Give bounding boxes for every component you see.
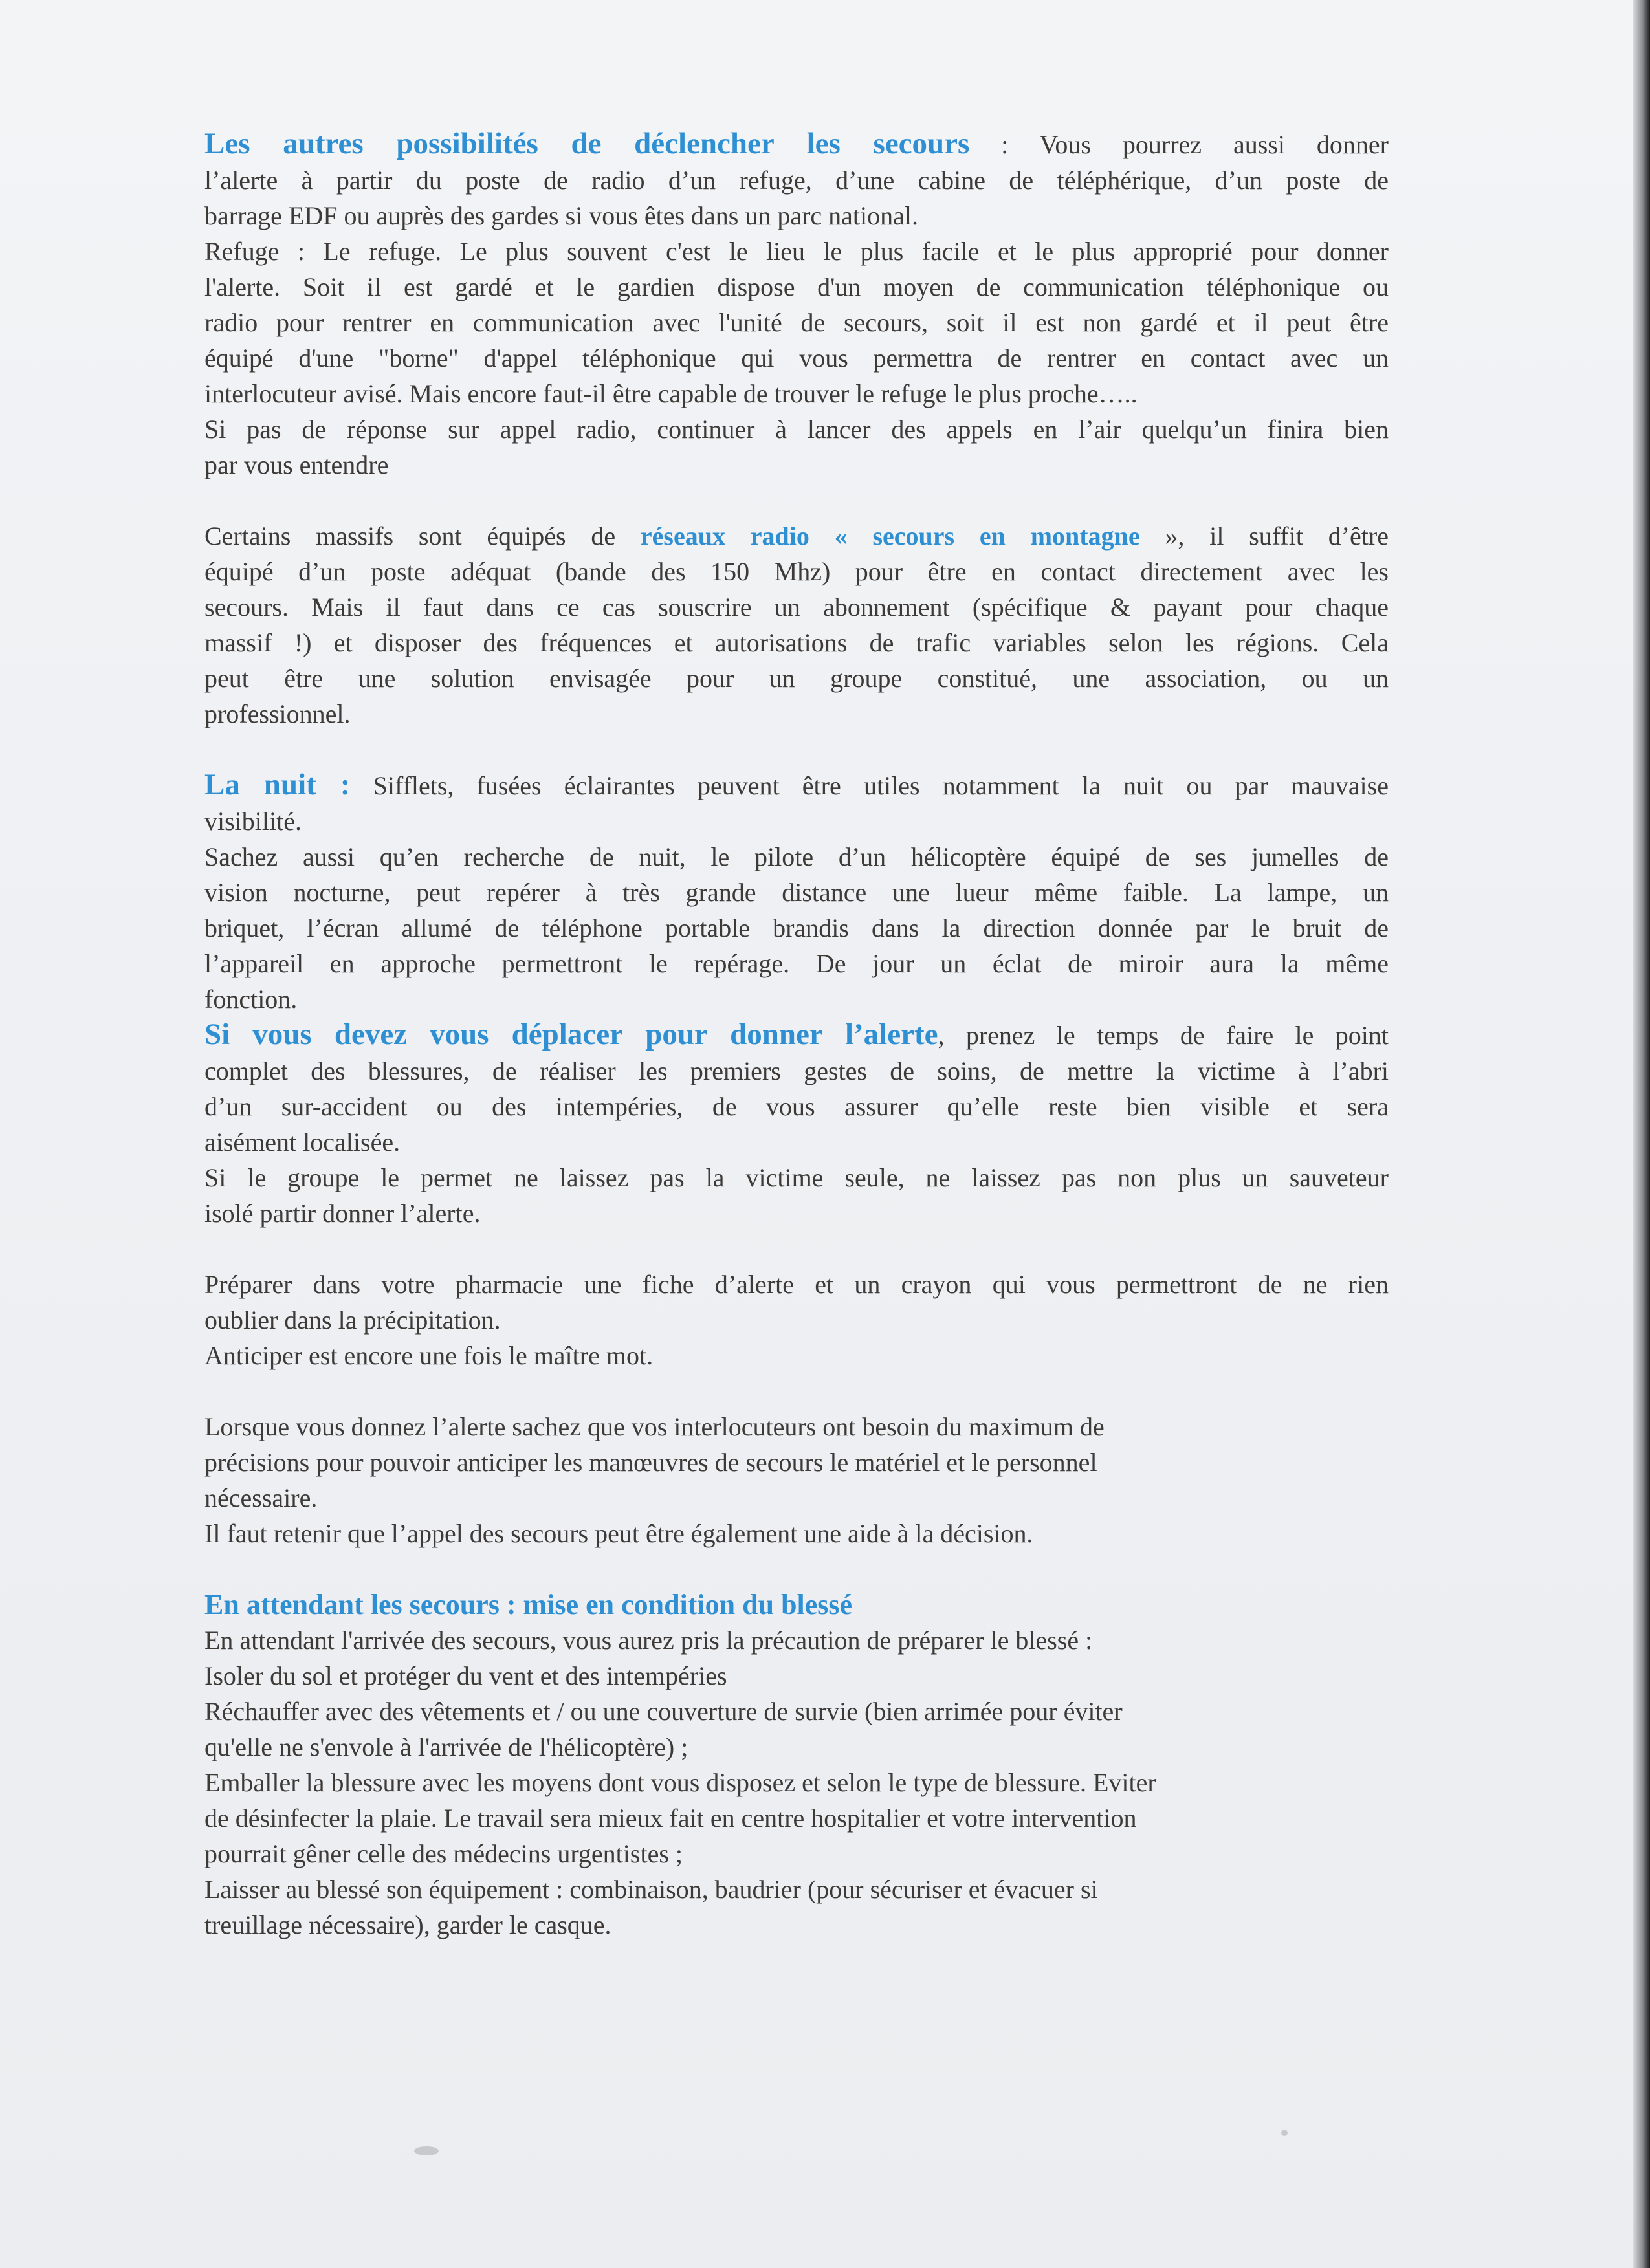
paragraph-line: Refuge : Le refuge. Le plus souvent c'est le lieu le plus facile et le plus approprié pour donner: [204, 237, 1389, 266]
paragraph-line: pourrait gêner celle des médecins urgentistes ;: [204, 1839, 683, 1868]
section-heading: La nuit :: [204, 768, 351, 801]
paragraph-line: En attendant l'arrivée des secours, vous aurez pris la précaution de préparer le blessé :: [204, 1626, 1093, 1655]
paragraph-gap: [204, 1373, 1389, 1409]
paragraph-line: interlocuteur avisé. Mais encore faut-il être capable de trouver le refuge le plus proche…..: [204, 379, 1138, 408]
paragraph-line: professionnel.: [204, 699, 351, 728]
paragraph-line: fonction.: [204, 985, 298, 1014]
paragraph-line: nécessaire.: [204, 1483, 318, 1512]
section-heading: Si vous devez vous déplacer pour donner l’alerte: [204, 1018, 938, 1051]
paragraph-gap: [204, 732, 1389, 767]
paragraph-line: complet des blessures, de réaliser les premiers gestes de soins, de mettre la victime à l’abri: [204, 1056, 1389, 1085]
paragraph-line: équipé d’un poste adéquat (bande des 150 Mhz) pour être en contact directement avec les: [204, 557, 1389, 586]
paragraph-line: d’un sur-accident ou des intempéries, de vous assurer qu’elle reste bien visible et sera: [204, 1092, 1389, 1121]
paragraph-line: oublier dans la précipitation.: [204, 1305, 501, 1335]
paragraph-line: Emballer la blessure avec les moyens dont vous disposez et selon le type de blessure. Eviter: [204, 1768, 1156, 1797]
paragraph-line: équipé d'une "borne" d'appel téléphonique qui vous permettra de rentrer en contact avec un: [204, 343, 1389, 373]
section-heading-line: [204, 126, 1389, 162]
paragraph-text: Certains massifs sont équipés de: [204, 521, 641, 551]
section-heading-line: [204, 767, 1389, 803]
section-precision: [204, 1409, 1389, 1551]
paragraph-line: Anticiper est encore une fois le maître mot.: [204, 1341, 654, 1370]
paragraph-text: Sifflets, fusées éclairantes peuvent être utiles notamment la nuit ou par mauvaise: [350, 771, 1389, 800]
paper-speck: [1281, 2130, 1288, 2136]
paragraph-line: Sachez aussi qu’en recherche de nuit, le pilote d’un hélicoptère équipé de ses jumelles de: [204, 842, 1389, 871]
paragraph-line: secours. Mais il faut dans ce cas souscrire un abonnement (spécifique & payant pour chaque: [204, 593, 1389, 622]
paragraph-line: Il faut retenir que l’appel des secours peut être également une aide à la décision.: [204, 1519, 1033, 1548]
paragraph-line: Si pas de réponse sur appel radio, continuer à lancer des appels en l’air quelqu’un finira bien: [204, 415, 1389, 444]
paragraph-gap: [204, 483, 1389, 518]
section-heading-line: [204, 1017, 1389, 1053]
section-waiting: [204, 1587, 1389, 1943]
paragraph-line: par vous entendre: [204, 450, 389, 479]
section-prepare: [204, 1267, 1389, 1373]
paragraph-line: visibilité.: [204, 807, 302, 836]
paragraph-text: , prenez le temps de faire le point: [938, 1021, 1389, 1050]
paragraph-line: Isoler du sol et protéger du vent et des intempéries: [204, 1661, 727, 1690]
section-moving: [204, 1017, 1389, 1231]
paragraph-line: peut être une solution envisagée pour un groupe constitué, une association, ou un: [204, 664, 1389, 693]
paragraph-line: massif !) et disposer des fréquences et autorisations de trafic variables selon les régions. Cela: [204, 628, 1389, 657]
paragraph-line: Préparer dans votre pharmacie une fiche d’alerte et un crayon qui vous permettront de ne rien: [204, 1270, 1389, 1299]
section-radio-networks: [204, 518, 1389, 732]
paragraph-text: », il suffit d’être: [1139, 521, 1389, 551]
section-night: [204, 767, 1389, 1017]
section-heading: En attendant les secours : mise en condition du blessé: [204, 1589, 853, 1620]
paper-speck: [414, 2146, 439, 2155]
section-alert-options: [204, 126, 1389, 483]
paragraph-line: isolé partir donner l’alerte.: [204, 1199, 481, 1228]
paragraph-line: [204, 518, 1389, 554]
paragraph-line: treuillage nécessaire), garder le casque.: [204, 1910, 611, 1939]
paragraph-line: Laisser au blessé son équipement : combinaison, baudrier (pour sécuriser et évacuer si: [204, 1875, 1098, 1904]
paragraph-line: l'alerte. Soit il est gardé et le gardien dispose d'un moyen de communication téléphonique ou: [204, 272, 1389, 301]
paragraph-gap: [204, 1551, 1389, 1587]
paragraph-line: précisions pour pouvoir anticiper les manœuvres de secours le matériel et le personnel: [204, 1448, 1097, 1477]
section-heading: Les autres possibilités de déclencher les secours: [204, 127, 970, 160]
highlighted-text: réseaux radio « secours en montagne: [640, 521, 1140, 551]
paragraph-line: l’appareil en approche permettront le repérage. De jour un éclat de miroir aura la même: [204, 949, 1389, 978]
paragraph-line: briquet, l’écran allumé de téléphone portable brandis dans la direction donnée par le bruit de: [204, 913, 1389, 943]
paragraph-line: barrage EDF ou auprès des gardes si vous êtes dans un parc national.: [204, 201, 919, 230]
paragraph-line: radio pour rentrer en communication avec l'unité de secours, soit il est non gardé et il peut être: [204, 308, 1389, 337]
paragraph-line: qu'elle ne s'envole à l'arrivée de l'hélicoptère) ;: [204, 1732, 688, 1761]
paragraph-line: vision nocturne, peut repérer à très grande distance une lueur même faible. La lampe, un: [204, 878, 1389, 907]
scan-edge-shadow: [1633, 0, 1650, 2268]
paragraph-gap: [204, 1231, 1389, 1267]
document-body: [204, 126, 1389, 1943]
paragraph-line: Lorsque vous donnez l’alerte sachez que vos interlocuteurs ont besoin du maximum de: [204, 1412, 1105, 1441]
paragraph-line: l’alerte à partir du poste de radio d’un refuge, d’une cabine de téléphérique, d’un poste de: [204, 166, 1389, 195]
paragraph-line: Réchauffer avec des vêtements et / ou une couverture de survie (bien arrimée pour éviter: [204, 1697, 1123, 1726]
paragraph-text: : Vous pourrez aussi donner: [969, 130, 1389, 159]
paragraph-line: de désinfecter la plaie. Le travail sera mieux fait en centre hospitalier et votre intervention: [204, 1804, 1137, 1833]
paragraph-line: Si le groupe le permet ne laissez pas la victime seule, ne laissez pas non plus un sauveteur: [204, 1163, 1389, 1192]
paragraph-line: aisément localisée.: [204, 1128, 401, 1157]
